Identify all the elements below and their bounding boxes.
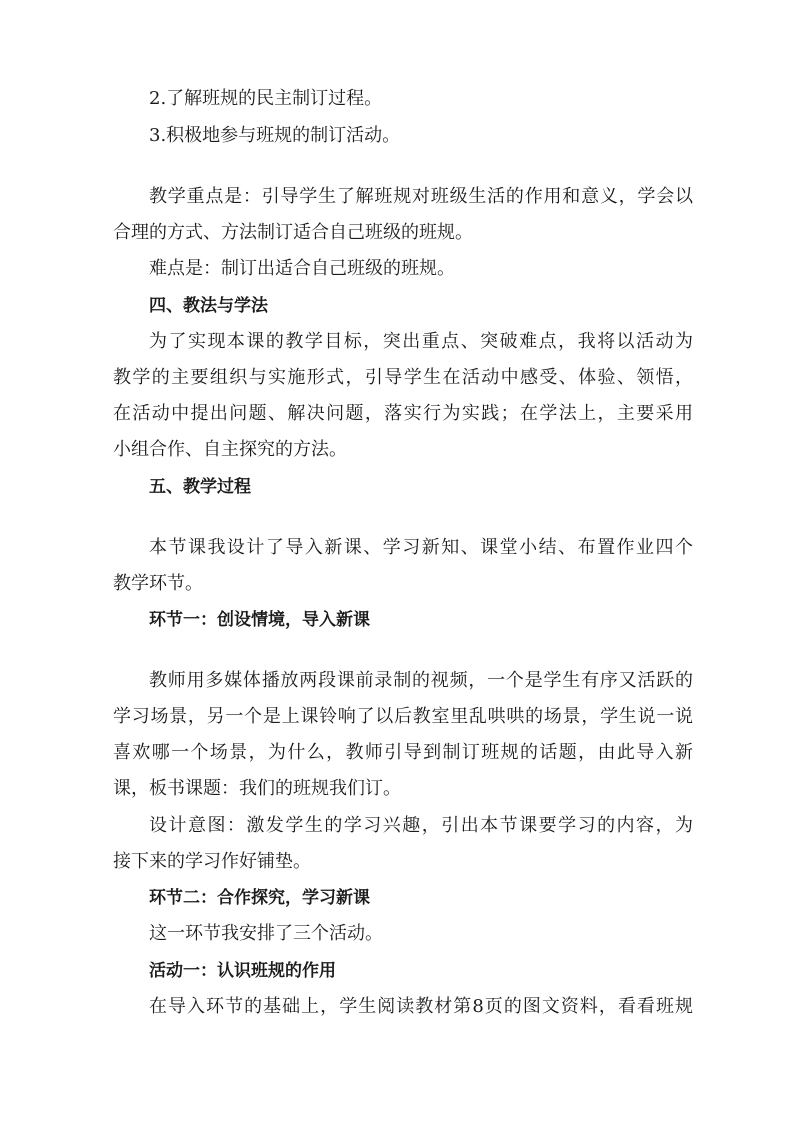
section-heading-5: 五、教学过程 — [149, 477, 251, 497]
method-line-4: 小组合作、自主探究的方法。 — [113, 439, 347, 460]
activity-1-heading: 活动一：认识班规的作用 — [149, 961, 336, 981]
process-line-1: 本节课我设计了导入新课、学习新知、课堂小结、布置作业四个 — [149, 537, 693, 558]
stage-2-heading: 环节二：合作探究，学习新课 — [149, 888, 370, 908]
stage-1-line-4: 课，板书课题：我们的班规我们订。 — [113, 778, 401, 799]
design-intent-line-1: 设计意图：激发学生的学习兴趣，引出本节课要学习的内容，为 — [149, 815, 693, 836]
activity-1-line-1: 在导入环节的基础上，学生阅读教材第8页的图文资料，看看班规 — [149, 996, 693, 1017]
method-line-2: 教学的主要组织与实施形式，引导学生在活动中感受、体验、领悟， — [113, 367, 693, 388]
difficult-points: 难点是：制订出适合自己班级的班规。 — [149, 258, 455, 279]
objective-3: 3.积极地参与班规的制订活动。 — [149, 125, 401, 146]
key-points-line-1: 教学重点是：引导学生了解班规对班级生活的作用和意义，学会以 — [149, 186, 693, 207]
objective-2: 2.了解班规的民主制订过程。 — [149, 88, 383, 109]
stage-1-line-3: 喜欢哪一个场景，为什么，教师引导到制订班规的话题，由此导入新 — [113, 742, 693, 763]
section-heading-4: 四、教法与学法 — [149, 296, 268, 316]
stage-1-line-2: 学习场景，另一个是上课铃响了以后教室里乱哄哄的场景，学生说一说 — [113, 706, 693, 727]
design-intent-line-2: 接下来的学习作好铺垫。 — [113, 851, 311, 872]
method-line-1: 为了实现本课的教学目标，突出重点、突破难点，我将以活动为 — [149, 331, 693, 352]
process-line-2: 教学环节。 — [113, 573, 203, 594]
stage-1-line-1: 教师用多媒体播放两段课前录制的视频，一个是学生有序又活跃的 — [149, 670, 693, 691]
method-line-3: 在活动中提出问题、解决问题，落实行为实践；在学法上，主要采用 — [113, 403, 693, 424]
stage-2-intro: 这一环节我安排了三个活动。 — [149, 923, 383, 944]
stage-1-heading: 环节一：创设情境，导入新课 — [149, 610, 370, 630]
key-points-line-2: 合理的方式、方法制订适合自己班级的班规。 — [113, 222, 473, 243]
